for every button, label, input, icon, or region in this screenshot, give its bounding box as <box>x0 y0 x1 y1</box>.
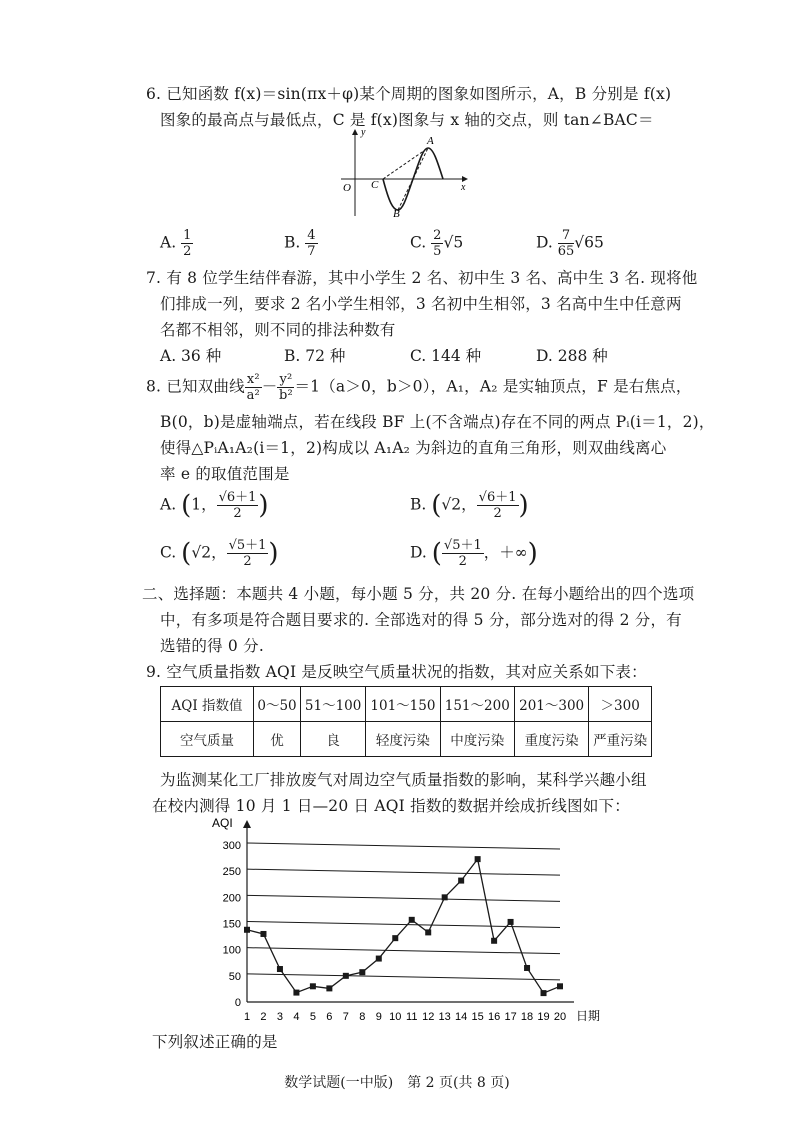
q7-line1: 7. 有 8 位学生结伴春游，其中小学生 2 名、初中生 3 名、高中生 3 名. 现将他 <box>146 269 698 287</box>
aqi-table-row-index <box>161 687 652 722</box>
q8-option-a-close-paren: ) <box>258 490 269 521</box>
table-cell: ＞300 <box>589 687 652 722</box>
aqi-line-chart <box>200 814 620 1032</box>
q9-line4: 下列叙述正确的是 <box>152 1033 278 1051</box>
chart-data-point <box>293 990 299 996</box>
q6-label-b: B <box>393 208 400 218</box>
chart-x-tick-label: 6 <box>326 1011 333 1023</box>
q7-option-d[interactable]: D. 288 种 <box>536 347 608 365</box>
table-cell: 0～50 <box>254 687 301 722</box>
chart-x-tick-label: 14 <box>455 1011 468 1023</box>
q8-line3: 使得△PᵢA₁A₂(i＝1，2)构成以 A₁A₂ 为斜边的直角三角形，则双曲线离心 <box>160 439 667 457</box>
chart-data-point <box>425 929 431 935</box>
chart-x-tick-label: 1 <box>243 1011 251 1023</box>
q8-line2: B(0，b)是虚轴端点，若在线段 BF 上(不含端点)存在不同的两点 Pᵢ(i＝1，2)， <box>160 413 715 431</box>
chart-y-axis-arrow <box>243 820 251 828</box>
chart-x-tick-label: 2 <box>260 1011 267 1023</box>
section2-line1: 二、选择题：本题共 4 小题，每小题 5 分，共 20 分. 在每小题给出的四个选项 <box>142 585 695 603</box>
page-footer: 数学试题(一中版) 第 2 页(共 8 页) <box>284 1075 510 1091</box>
q6-label-a: A <box>427 135 434 147</box>
q6-line2: 图象的最高点与最低点，C 是 f(x)图象与 x 轴的交点，则 tan∠BAC＝ <box>160 111 654 129</box>
chart-x-axis-label: 日期 <box>576 1009 601 1023</box>
table-cell: 201～300 <box>514 687 588 722</box>
q8-option-d-close-paren: ) <box>527 538 538 569</box>
chart-data-point <box>260 931 266 937</box>
q9-line2: 为监测某化工厂排放废气对周边空气质量指数的影响，某科学兴趣小组 <box>160 771 647 789</box>
chart-data-point <box>491 938 497 944</box>
q8-option-c[interactable]: C. (√2， $\frac{√5+1}{2}$ ) <box>160 538 279 569</box>
table-cell: 轻度污染 <box>366 722 440 757</box>
chart-x-tick-label: 4 <box>293 1011 300 1023</box>
q6-line1: 6. 已知函数 f(x)＝sin(πx＋φ)某个周期的图象如图所示，A，B 分别是 f(x) <box>146 85 672 103</box>
chart-y-axis-label: AQI <box>212 816 233 830</box>
chart-data-point <box>458 878 464 884</box>
q8-option-a-fraction: $\frac{√6+1}{2}$ <box>218 490 257 521</box>
chart-data-point <box>557 983 563 989</box>
q6-label-y: y <box>361 127 366 138</box>
table-cell: 重度污染 <box>514 722 588 757</box>
table-cell: 101～150 <box>366 687 440 722</box>
q8-option-a[interactable]: A. (1， $\frac{√6+1}{2}$ ) <box>160 490 269 521</box>
chart-data-point <box>277 966 283 972</box>
chart-x-tick-label: 8 <box>359 1011 366 1023</box>
chart-data-point <box>359 969 365 975</box>
q6-option-b-fraction: $\frac{4}{7}$ <box>307 228 316 259</box>
chart-x-tick-label: 18 <box>520 1011 534 1023</box>
q8-option-a-open-paren: ( <box>181 490 192 521</box>
table-cell: 空气质量 <box>161 722 254 757</box>
chart-x-tick-label: 9 <box>375 1011 382 1023</box>
q8-option-d-open-paren: ( <box>431 538 442 569</box>
chart-x-tick-label: 5 <box>309 1011 316 1023</box>
section2-line2: 中，有多项是符合题目要求的. 全部选对的得 5 分，部分选对的得 2 分，有 <box>160 611 682 629</box>
chart-data-point <box>376 956 382 962</box>
chart-data-point <box>508 919 514 925</box>
table-cell: 51～100 <box>301 687 366 722</box>
chart-y-tick-label: 0 <box>234 997 241 1009</box>
q8-option-c-fraction: $\frac{√5+1}{2}$ <box>228 538 267 569</box>
q6-option-a-fraction: $\frac{1}{2}$ <box>183 228 192 259</box>
q6-label-o: O <box>343 182 351 194</box>
chart-data-point <box>475 856 481 862</box>
chart-data-point <box>326 985 332 991</box>
q6-label-c: C <box>371 179 379 191</box>
chart-gridline <box>247 895 560 901</box>
q8-option-d[interactable]: D. ( $\frac{√5+1}{2}$ ，＋∞) <box>410 538 538 569</box>
q6-option-c[interactable]: C. $\frac{2}{5}$ √5 <box>410 228 464 259</box>
q8-line1: 8. 已知双曲线 $\frac{\text{x²}}{\text{a²}}$ － $\frac{\text{y²}}{\text{b²}}$ ＝1（a＞0，b＞0），A₁，A₂ 是实轴顶点，F 是右焦点， <box>146 372 692 403</box>
chart-x-tick-label: 7 <box>342 1011 349 1023</box>
chart-y-tick-label: 300 <box>222 840 241 852</box>
chart-data-point <box>244 927 250 933</box>
chart-gridline <box>247 974 560 980</box>
q9-line3: 在校内测得 10 月 1 日—20 日 AQI 指数的数据并绘成折线图如下： <box>152 797 630 815</box>
table-cell: 中度污染 <box>440 722 514 757</box>
q6-segment-ac <box>383 148 428 179</box>
chart-y-tick-label: 100 <box>222 944 241 957</box>
chart-y-tick-label: 250 <box>222 866 241 879</box>
chart-data-point <box>524 965 530 971</box>
chart-data-point <box>392 935 398 941</box>
chart-x-tick-label: 17 <box>504 1011 517 1023</box>
q8-option-c-open-paren: ( <box>181 538 192 569</box>
q6-sine-figure <box>335 126 475 218</box>
q7-option-a[interactable]: A. 36 种 <box>160 347 222 365</box>
chart-data-point <box>442 894 448 900</box>
table-cell: AQI 指数值 <box>161 687 254 722</box>
q8-option-b-close-paren: ) <box>518 490 529 521</box>
q7-line2: 们排成一列，要求 2 名小学生相邻，3 名初中生相邻，3 名高中生中任意两 <box>160 295 682 313</box>
chart-gridline <box>247 948 560 954</box>
q8-hyperbola-x-term: $\frac{\text{x²}}{\text{a²}}$ <box>246 372 260 403</box>
q8-option-d-fraction: $\frac{√5+1}{2}$ <box>443 538 482 569</box>
chart-data-point <box>541 990 547 996</box>
q7-line3: 名都不相邻，则不同的排法种数有 <box>160 321 396 339</box>
q7-option-b[interactable]: B. 72 种 <box>284 347 346 365</box>
chart-y-tick-label: 150 <box>222 918 241 931</box>
q8-line4: 率 e 的取值范围是 <box>160 465 290 483</box>
table-cell: 151～200 <box>440 687 514 722</box>
chart-x-tick-label: 20 <box>553 1011 567 1023</box>
table-cell: 优 <box>254 722 301 757</box>
q8-option-b[interactable]: B. (√2， $\frac{√6+1}{2}$ ) <box>410 490 529 521</box>
chart-gridline <box>247 843 560 849</box>
chart-x-tick-label: 15 <box>471 1011 484 1023</box>
q7-option-c[interactable]: C. 144 种 <box>410 347 482 365</box>
q9-line1: 9. 空气质量指数 AQI 是反映空气质量状况的指数，其对应关系如下表： <box>146 663 647 681</box>
q6-option-b[interactable]: B. $\frac{4}{7}$ <box>284 228 316 259</box>
table-cell: 严重污染 <box>589 722 652 757</box>
chart-x-tick-label: 11 <box>406 1011 418 1023</box>
chart-data-point <box>409 917 415 923</box>
q6-option-d[interactable]: D. $\frac{7}{65}$ √65 <box>536 228 604 259</box>
chart-x-tick-label: 12 <box>422 1011 435 1023</box>
table-cell: 良 <box>301 722 366 757</box>
chart-x-tick-label: 19 <box>537 1011 550 1023</box>
q8-option-c-close-paren: ) <box>268 538 279 569</box>
chart-x-tick-label: 10 <box>389 1011 402 1023</box>
q8-option-b-open-paren: ( <box>431 490 442 521</box>
chart-y-tick-label: 200 <box>222 892 241 905</box>
chart-x-tick-label: 13 <box>438 1011 451 1023</box>
q8-hyperbola-y-term: $\frac{\text{y²}}{\text{b²}}$ <box>279 372 293 403</box>
q6-option-a[interactable]: A. $\frac{1}{2}$ <box>160 228 192 259</box>
q6-label-x: x <box>461 182 466 193</box>
q6-option-c-fraction: $\frac{2}{5}$ <box>433 228 442 259</box>
section2-line3: 选错的得 0 分. <box>160 637 264 655</box>
chart-data-point <box>310 983 316 989</box>
q6-option-d-fraction: $\frac{7}{65}$ <box>557 228 575 259</box>
chart-data-point <box>343 973 349 979</box>
aqi-table-row-quality <box>161 722 652 757</box>
chart-x-tick-label: 16 <box>487 1011 501 1023</box>
chart-y-tick-label: 50 <box>228 970 241 983</box>
chart-x-tick-label: 3 <box>276 1011 284 1023</box>
chart-gridline <box>247 869 560 875</box>
q8-option-b-fraction: $\frac{√6+1}{2}$ <box>478 490 517 521</box>
aqi-table <box>160 686 652 757</box>
